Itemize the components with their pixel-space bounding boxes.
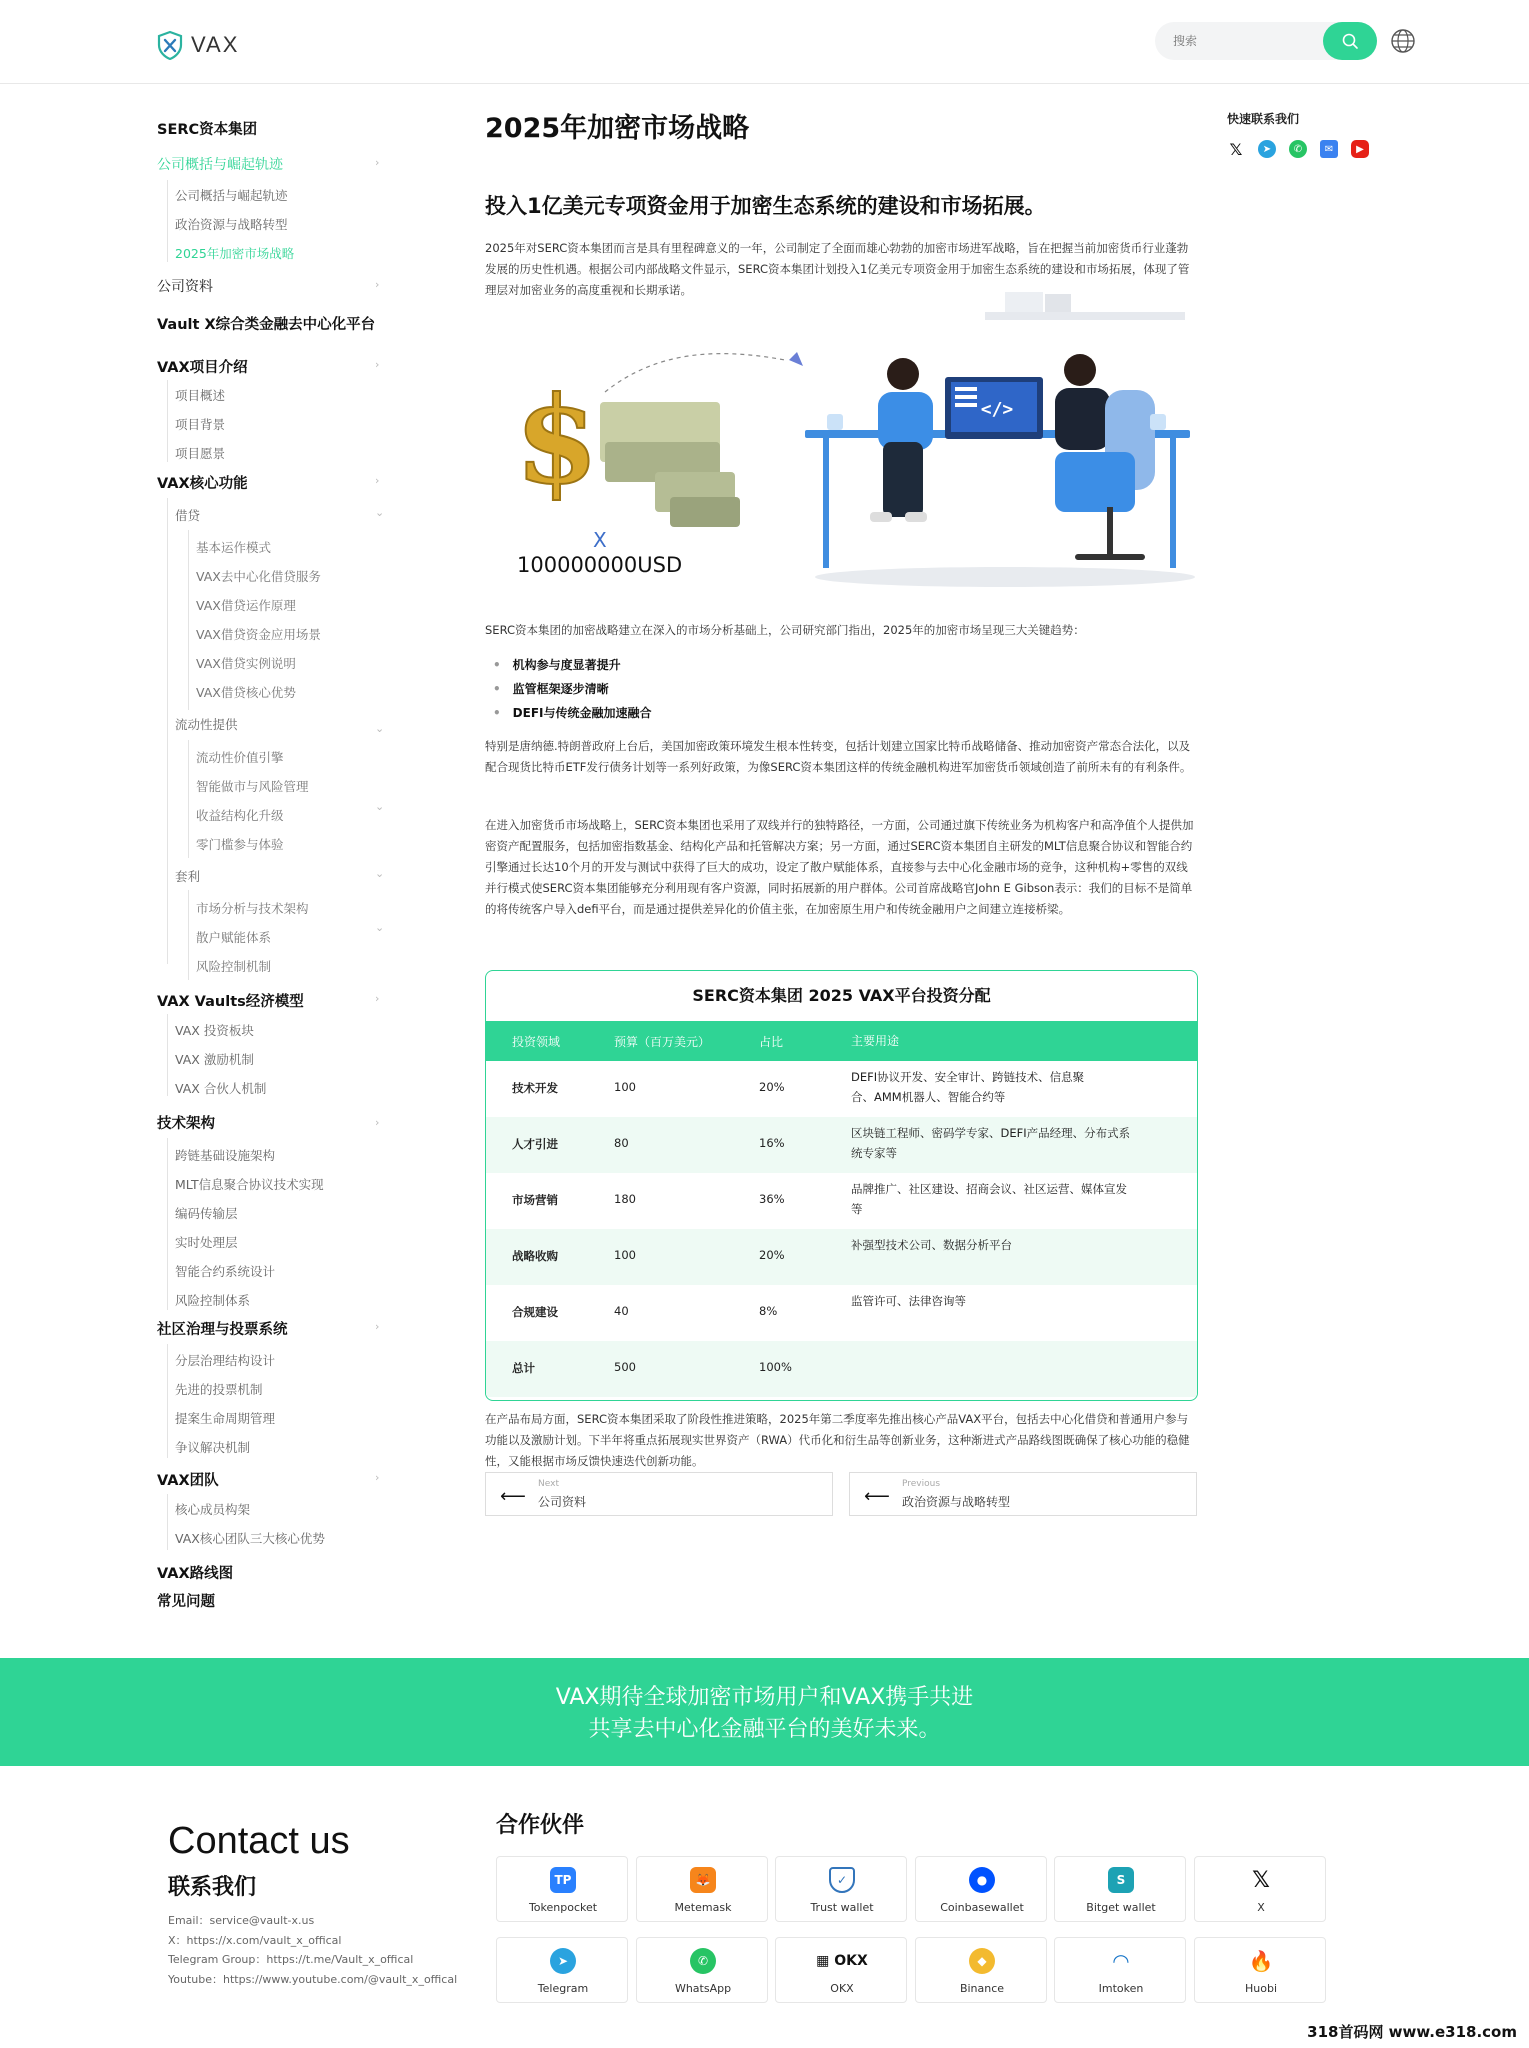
search-input[interactable] [1173, 31, 1303, 51]
sidebar-subitem-governance[interactable]: 分层治理结构设计 [175, 1353, 276, 1368]
sidebar-item-roadmap[interactable]: VAX路线图 [157, 1566, 234, 1582]
cta-banner [0, 1658, 1529, 1766]
banner-line-2: 共享去中心化金融平台的美好未来。 [588, 1717, 941, 1742]
imtoken-icon: ◠ [1108, 1948, 1134, 1974]
table-cell: 补强型技术公司、数据分析平台 [851, 1238, 1012, 1252]
next-page-link[interactable] [485, 1472, 833, 1516]
x-icon[interactable]: 𝕏 [1227, 140, 1245, 158]
bullet-item: • DEFI与传统金融加速融合 [493, 704, 652, 721]
sidebar-item-faq[interactable]: 常见问题 [157, 1594, 215, 1610]
chevron-right-icon[interactable]: › [375, 156, 380, 169]
sidebar-leaf[interactable]: 流动性价值引擎 [196, 750, 284, 765]
partner-card[interactable] [496, 1856, 628, 1922]
paragraph-trends: SERC资本集团的加密战略建立在深入的市场分析基础上，公司研究部门指出，2025年的加密市场呈现三大关键趋势： [485, 623, 1085, 637]
paragraph-strategy: 在进入加密货币市场战略上，SERC资本集团也采用了双线并行的独特路径，一方面，公司通过旗下传统业务为机构客户和高净值个人提供加密资产配置服务，包括加密指数基金、结构化产品和托管解决方案；另一方面，通过SERC资本集团自主研发的MLT信息聚合协议和智能合约引擎通过长达10个月的开发与测试中获得了巨大的成功，设定了散户赋能体系，直接参与去中心化金融市场的竞争，这种机构+零售的双线并行模式使SERC资本集团能够充分利用现有客户资源，同时拓展新的用户群体。公司首席战略官John E Gibson表示：我们的目标不是简单的将传统客户导入defi平台，而是通过提供差异化的价值主张，在加密原生用户和传统金融用户之间建立连接桥梁。 [485, 818, 1194, 916]
paragraph-product: 在产品布局方面，SERC资本集团采取了阶段性推进策略，2025年第二季度率先推出核心产品VAX平台，包括去中心化借贷和普通用户参与功能以及激励计划。下半年将重点拓展现实世界资产（RWA）代币化和衍生品等创新业务，这种渐进式产品路线图既确保了核心功能的稳健性，又能根据市场反馈快速迭代创新功能。 [485, 1412, 1190, 1468]
chevron-down-icon[interactable]: ⌄ [375, 800, 385, 813]
partner-name: Coinbasewallet [940, 1901, 1024, 1914]
contact-subtitle: 联系我们 [168, 1875, 257, 1900]
sidebar-leaf[interactable]: 智能做市与风险管理 [196, 779, 309, 794]
trust-wallet-icon: ✓ [829, 1867, 855, 1893]
x-icon: 𝕏 [1248, 1867, 1274, 1893]
partner-name: Bitget wallet [1086, 1901, 1156, 1914]
sidebar-leaf[interactable]: 零门槛参与体验 [196, 837, 284, 852]
page-title: 2025年加密市场战略 [485, 113, 750, 144]
chevron-right-icon[interactable]: › [375, 1471, 380, 1484]
paragraph-policy: 特别是唐纳德.特朗普政府上台后，美国加密政策环境发生根本性转变，包括计划建立国家比特币战略储备、推动加密资产常态合法化，以及配合现货比特币ETF发行债务计划等一系列好政策，为像SERC资本集团这样的传统金融机构进军加密货币领域创造了前所未有的有利条件。 [485, 739, 1192, 774]
illustration [485, 292, 1198, 612]
tree-line [167, 1344, 168, 1458]
okx-icon: ▦ OKX [810, 1948, 874, 1974]
youtube-icon[interactable]: ▶ [1351, 140, 1369, 158]
sidebar-subitem-tech[interactable]: 风险控制体系 [175, 1293, 251, 1308]
table-cell: 20% [759, 1080, 785, 1094]
search-button[interactable] [1323, 22, 1377, 60]
sidebar-subitem-intro[interactable]: 项目愿景 [175, 446, 226, 461]
partner-card[interactable] [915, 1856, 1047, 1922]
sidebar-item-tech[interactable]: 技术架构 [157, 1116, 215, 1132]
previous-page-link[interactable] [849, 1472, 1197, 1516]
sidebar-leaf[interactable]: VAX借贷运作原理 [196, 598, 296, 613]
contact-youtube[interactable]: Youtube：https://www.youtube.com/@vault_x_offical [168, 1973, 458, 1986]
table-row-total [486, 1341, 1197, 1397]
table-cell: 监管许可、法律咨询等 [851, 1294, 966, 1308]
partner-name: Huobi [1244, 1982, 1277, 1995]
table-cell: 40 [614, 1304, 629, 1318]
chevron-right-icon[interactable]: › [375, 1320, 380, 1333]
table-header [486, 1021, 1197, 1061]
sidebar-subitem-vaults[interactable]: VAX 投资板块 [175, 1023, 254, 1038]
bullet-item: • 监管框架逐步清晰 [493, 680, 609, 697]
quick-contact [1227, 110, 1364, 159]
svg-text:</>: </> [980, 399, 1014, 420]
partner-card[interactable] [496, 1937, 628, 2003]
sidebar-subitem-lending[interactable]: 借贷 [175, 508, 201, 523]
table-row [486, 1117, 1197, 1173]
globe-icon[interactable] [1390, 28, 1416, 54]
chevron-down-icon[interactable]: ⌄ [375, 867, 385, 880]
watermark: 318首码网 www.e318.com [1307, 2023, 1517, 2041]
chevron-right-icon[interactable]: › [375, 474, 380, 487]
partner-name: Metemask [674, 1901, 732, 1914]
whatsapp-icon[interactable]: ✆ [1289, 140, 1307, 158]
partner-card[interactable] [775, 1937, 907, 2003]
contact-title: Contact us [168, 1820, 350, 1862]
chevron-down-icon[interactable]: ⌄ [375, 921, 385, 934]
logo-text: VAX [191, 32, 240, 57]
illustration-amount: 100000000USD [517, 553, 683, 577]
partner-card[interactable] [1054, 1856, 1186, 1922]
partner-name: Tokenpocket [528, 1901, 598, 1914]
table-cell: 品牌推广、社区建设、招商会议、社区运营、媒体宣发等 [851, 1182, 1127, 1216]
bitget-wallet-icon: S [1108, 1867, 1134, 1893]
previous-caption: Previous [902, 1479, 941, 1489]
sidebar-subitem-tech[interactable]: MLT信息聚合协议技术实现 [175, 1177, 324, 1192]
search-icon [1341, 32, 1359, 50]
illustration-x: X [593, 528, 607, 552]
sidebar-item-company-overview[interactable]: 公司概括与崛起轨迹 [157, 157, 283, 173]
table-cell: 战略收购 [512, 1249, 558, 1263]
partner-card[interactable] [1054, 1937, 1186, 2003]
chevron-right-icon[interactable]: › [375, 992, 380, 1005]
tree-line [167, 498, 168, 964]
chevron-right-icon[interactable]: › [375, 278, 380, 291]
quick-contact-title: 快速联系我们 [1227, 112, 1300, 126]
sidebar-leaf[interactable]: 基本运作模式 [196, 540, 272, 555]
sidebar-subitem-governance[interactable]: 先进的投票机制 [175, 1382, 263, 1397]
sidebar-leaf[interactable]: VAX借贷资金应用场景 [196, 627, 321, 642]
contact-email[interactable]: Email：service@vault-x.us [168, 1914, 315, 1927]
sidebar-subitem-intro[interactable]: 项目概述 [175, 388, 226, 403]
table-cell: 100 [614, 1248, 636, 1262]
table-cell: 36% [759, 1192, 785, 1206]
partner-name: Binance [959, 1982, 1005, 1995]
sidebar-subitem-tech[interactable]: 智能合约系统设计 [175, 1264, 276, 1279]
sidebar-subitem-arbitrage[interactable]: 套利 [175, 869, 201, 884]
table-cell: 区块链工程师、密码学专家、DEFI产品经理、分布式系统专家等 [851, 1126, 1131, 1160]
table-cell: 人才引进 [512, 1137, 558, 1151]
partner-name: WhatsApp [674, 1982, 732, 1995]
table-cell: 80 [614, 1136, 629, 1150]
chevron-down-icon[interactable]: ⌄ [375, 506, 385, 519]
chevron-down-icon[interactable]: ⌄ [375, 722, 385, 735]
sidebar-subitem-team[interactable]: VAX核心团队三大核心优势 [175, 1531, 325, 1546]
table-cell: DEFI协议开发、安全审计、跨链技术、信息聚合、AMM机器人、智能合约等 [851, 1070, 1085, 1104]
quick-contact-icons [1227, 140, 1369, 158]
table-cell: 20% [759, 1248, 785, 1262]
table-cell: 市场营销 [512, 1193, 558, 1207]
sidebar-subitem-overview[interactable]: 公司概括与崛起轨迹 [175, 188, 288, 203]
partner-card[interactable] [915, 1937, 1047, 2003]
table-cell: 总计 [512, 1361, 535, 1375]
sidebar-item-team[interactable]: VAX团队 [157, 1473, 219, 1489]
partner-card[interactable] [636, 1856, 768, 1922]
next-caption: Next [538, 1479, 559, 1489]
bullet-item: • 机构参与度显著提升 [493, 656, 621, 673]
huobi-icon: 🔥 [1248, 1949, 1274, 1973]
svg-text:$: $ [515, 370, 599, 511]
arrow-left-icon: ⟵ [864, 1486, 890, 1507]
sidebar-subitem-tech[interactable]: 跨链基础设施架构 [175, 1148, 276, 1163]
sidebar-leaf[interactable]: 收益结构化升级 [196, 808, 284, 823]
sidebar-item-vaults[interactable]: VAX Vaults经济模型 [157, 994, 304, 1010]
tokenpocket-icon: TP [550, 1867, 576, 1893]
table-header-cell: 主要用途 [851, 1034, 900, 1048]
sidebar-leaf[interactable]: VAX借贷实例说明 [196, 656, 296, 671]
metamask-icon: 🦊 [690, 1867, 716, 1893]
sidebar-leaf[interactable]: 市场分析与技术架构 [196, 901, 309, 916]
sidebar-item-vaultx[interactable]: Vault X综合类金融去中心化平台 [157, 317, 376, 333]
partner-card[interactable] [1194, 1937, 1326, 2003]
table-cell: 16% [759, 1136, 785, 1150]
telegram-icon[interactable]: ➤ [1258, 140, 1276, 158]
sidebar-item-governance[interactable]: 社区治理与投票系统 [157, 1322, 288, 1338]
logo[interactable] [157, 30, 239, 60]
chevron-right-icon[interactable]: › [375, 358, 380, 371]
table-row [486, 1061, 1197, 1117]
telegram-icon: ➤ [550, 1948, 576, 1974]
table-header-cell: 占比 [759, 1035, 784, 1049]
sidebar-subitem-tech[interactable]: 实时处理层 [175, 1235, 238, 1250]
table-cell: 100 [614, 1080, 636, 1094]
sidebar-subitem-team[interactable]: 核心成员构架 [175, 1502, 251, 1517]
table-header-cell: 投资领域 [512, 1035, 561, 1049]
sidebar-item-core[interactable]: VAX核心功能 [157, 476, 248, 492]
sidebar-subitem-liquidity[interactable]: 流动性提供 [175, 717, 238, 732]
table-cell: 合规建设 [512, 1305, 558, 1319]
partner-card[interactable] [775, 1856, 907, 1922]
partners-title: 合作伙伴 [496, 1813, 585, 1838]
partner-name: Telegram [537, 1982, 589, 1995]
vax-shield-icon [157, 30, 183, 60]
tree-line [188, 740, 189, 858]
table-row [486, 1285, 1197, 1341]
sidebar-leaf[interactable]: 散户赋能体系 [196, 930, 272, 945]
sidebar-leaf[interactable]: VAX借贷核心优势 [196, 685, 296, 700]
binance-icon: ◆ [969, 1948, 995, 1974]
sidebar-subitem-governance[interactable]: 提案生命周期管理 [175, 1411, 276, 1426]
top-header [0, 0, 1529, 84]
partner-name: OKX [830, 1982, 854, 1995]
section-heading: 投入1亿美元专项资金用于加密生态系统的建设和市场拓展。 [485, 194, 1046, 218]
sidebar-item-company-info[interactable]: 公司资料 [157, 279, 213, 295]
whatsapp-icon: ✆ [690, 1948, 716, 1974]
table-title: SERC资本集团 2025 VAX平台投资分配 [692, 986, 991, 1005]
partner-card[interactable] [636, 1937, 768, 2003]
banner-line-1: VAX期待全球加密市场用户和VAX携手共进 [555, 1685, 974, 1710]
next-title: 公司资料 [538, 1495, 587, 1509]
paragraph-intro: 2025年对SERC资本集团而言是具有里程碑意义的一年，公司制定了全面而雄心勃勃的加密市场进军战略，旨在把握当前加密货币行业蓬勃发展的历史性机遇。根据公司内部战略文件显示，SERC资本集团计划投入1亿美元专项资金用于加密生态系统的建设和市场拓展，体现了管理层对加密业务的高度重视和长期承诺。 [485, 241, 1190, 297]
sidebar-group-title[interactable]: SERC资本集团 [157, 122, 258, 138]
email-icon[interactable]: ✉ [1320, 140, 1338, 158]
tree-line [188, 530, 189, 710]
sidebar-item-vax-intro[interactable]: VAX项目介绍 [157, 360, 248, 376]
table-cell: 180 [614, 1192, 636, 1206]
tree-line [167, 1014, 168, 1096]
partner-name: Trust wallet [810, 1901, 874, 1914]
sidebar-subitem-tech[interactable]: 编码传输层 [175, 1206, 238, 1221]
tree-line [167, 380, 168, 462]
tree-line [167, 180, 168, 262]
tree-line [167, 1494, 168, 1550]
sidebar-leaf[interactable]: VAX去中心化借贷服务 [196, 569, 321, 584]
arrow-left-icon: ⟵ [500, 1486, 526, 1507]
tree-line [167, 1138, 168, 1310]
sidebar-subitem-politics[interactable]: 政治资源与战略转型 [175, 217, 288, 232]
sidebar-leaf[interactable]: 风险控制机制 [196, 959, 272, 974]
contact-x[interactable]: X：https://x.com/vault_x_offical [168, 1934, 342, 1947]
investment-table [485, 970, 1198, 1401]
tree-line [188, 890, 189, 980]
table-cell: 500 [614, 1360, 636, 1374]
table-cell: 技术开发 [512, 1081, 558, 1095]
sidebar-subitem-2025[interactable]: 2025年加密市场战略 [175, 246, 295, 261]
table-row [486, 1173, 1197, 1229]
sidebar-subitem-intro[interactable]: 项目背景 [175, 417, 226, 432]
partner-name: Imtoken [1098, 1982, 1144, 1995]
table-cell: 100% [759, 1360, 792, 1374]
table-row [486, 1229, 1197, 1285]
sidebar-subitem-vaults[interactable]: VAX 合伙人机制 [175, 1081, 267, 1096]
search-bar [1155, 22, 1377, 60]
coinbase-wallet-icon: ● [969, 1867, 995, 1893]
chevron-right-icon[interactable]: › [375, 1116, 380, 1129]
table-cell: 8% [759, 1304, 778, 1318]
contact-telegram[interactable]: Telegram Group：https://t.me/Vault_x_offical [168, 1953, 414, 1966]
sidebar-subitem-governance[interactable]: 争议解决机制 [175, 1440, 251, 1455]
partner-card[interactable] [1194, 1856, 1326, 1922]
table-header-cell: 预算（百万美元） [614, 1035, 711, 1049]
previous-title: 政治资源与战略转型 [902, 1495, 1011, 1509]
sidebar-subitem-vaults[interactable]: VAX 激励机制 [175, 1052, 254, 1067]
partner-name: X [1257, 1901, 1265, 1914]
